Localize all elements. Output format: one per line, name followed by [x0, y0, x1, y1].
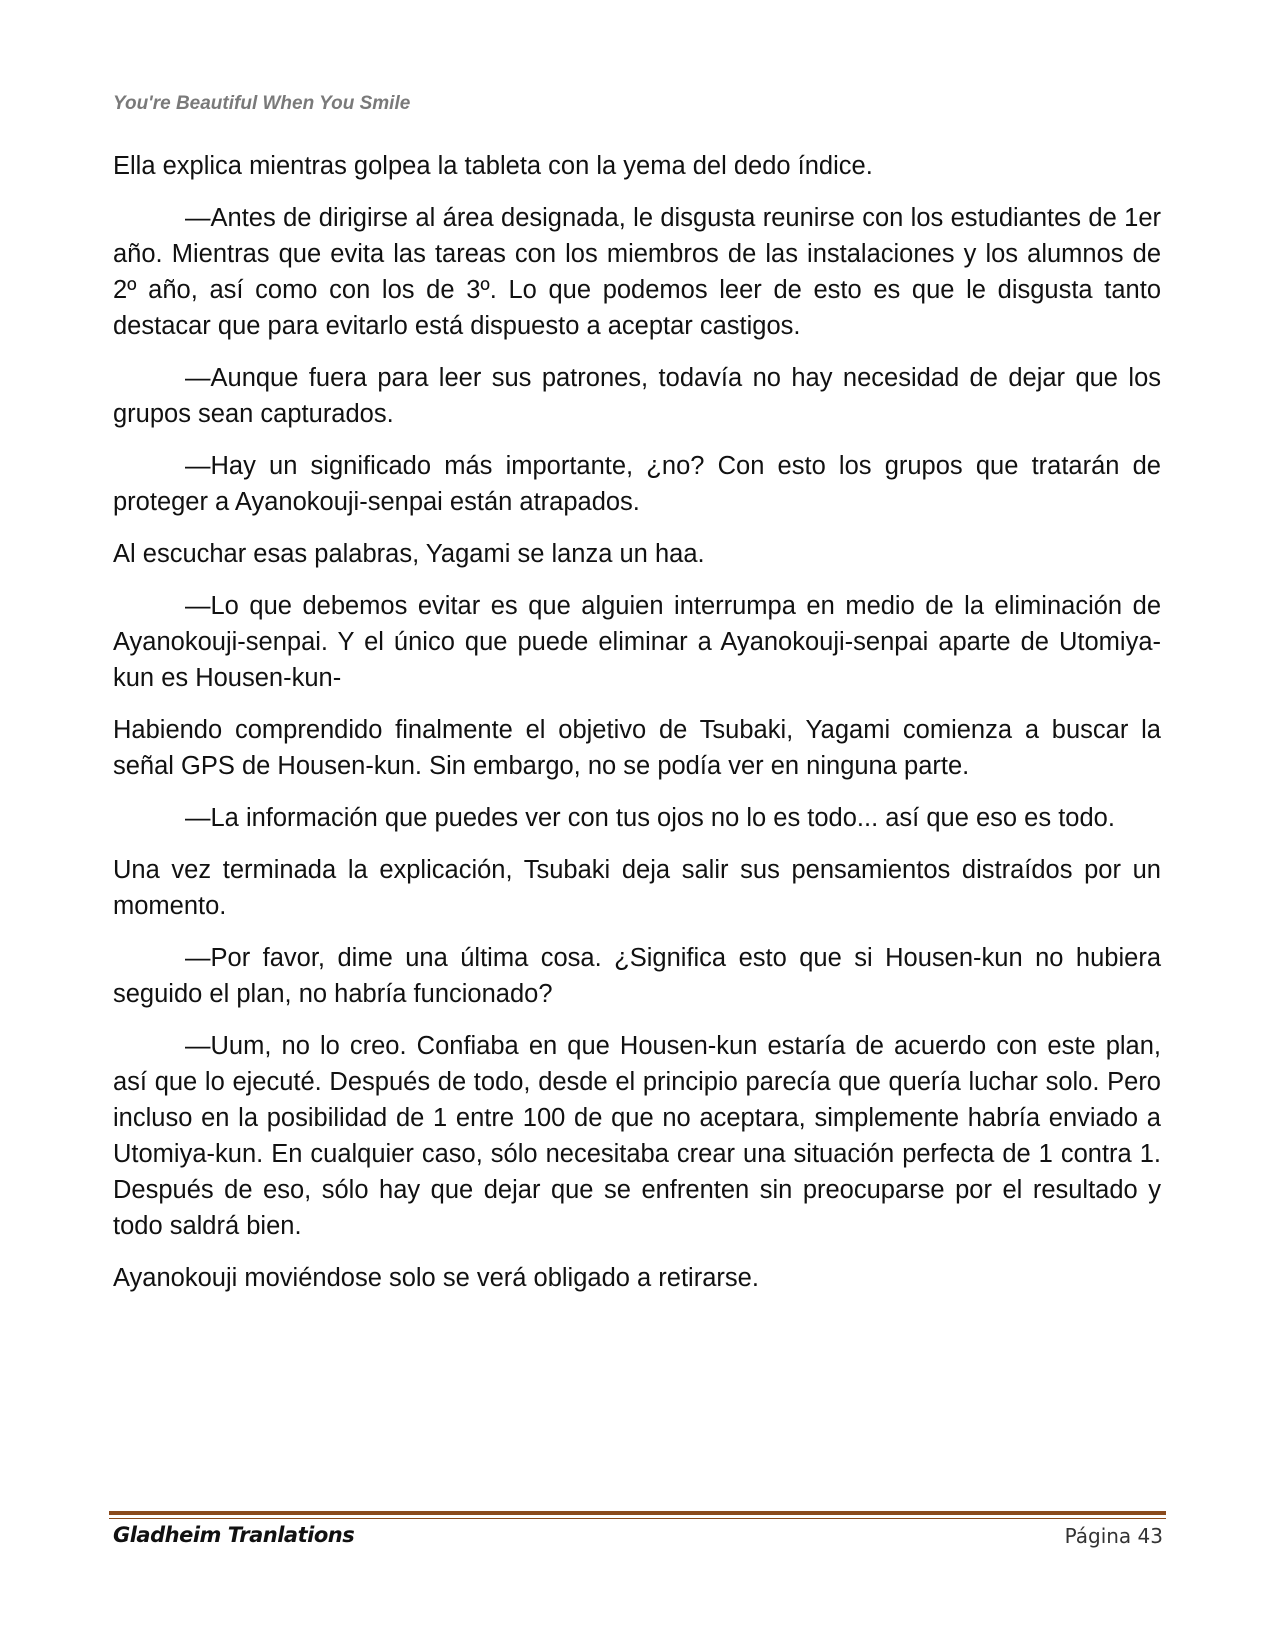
footer-divider-thin-line	[109, 1518, 1166, 1519]
footer-page-indicator	[1065, 1524, 1163, 1548]
paragraph-11: —Uum, no lo creo. Confiaba en que Housen-kun estaría de acuerdo con este plan, así que lo ejecuté. Después de todo, desde el principio parecía que quería luchar solo. Pero incluso en la posibilidad de 1 entre 100 de que no aceptara, simplemente habría enviado a Utomiya-kun. En cualquier caso, sólo necesitaba crear una situación perfecta de 1 contra 1. Después de eso, sólo hay que dejar que se enfrenten sin preocuparse por el resultado y todo saldrá bien.	[113, 1032, 1161, 1240]
paragraph-1: Ella explica mientras golpea la tableta con la yema del dedo índice.	[113, 152, 873, 180]
paragraph-9: Una vez terminada la explicación, Tsubaki deja salir sus pensamientos distraídos por un momento.	[113, 856, 1161, 920]
paragraph-7: Habiendo comprendido finalmente el objetivo de Tsubaki, Yagami comienza a buscar la señal GPS de Housen-kun. Sin embargo, no se podía ver en ninguna parte.	[113, 716, 1161, 780]
footer-page-number: 43	[1137, 1524, 1163, 1548]
paragraph-3: —Aunque fuera para leer sus patrones, todavía no hay necesidad de dejar que los grupos sean capturados.	[113, 364, 1161, 428]
paragraph-6: —Lo que debemos evitar es que alguien interrumpa en medio de la eliminación de Ayanokouji-senpai. Y el único que puede eliminar a Ayanokouji-senpai aparte de Utomiya-kun es Housen-kun-	[113, 592, 1161, 692]
running-header-title: You're Beautiful When You Smile	[113, 93, 411, 114]
paragraph-5: Al escuchar esas palabras, Yagami se lanza un haa.	[113, 540, 705, 568]
paragraph-12: Ayanokouji moviéndose solo se verá obligado a retirarse.	[113, 1264, 759, 1292]
body-text	[113, 148, 1161, 1312]
paragraph-8: —La información que puedes ver con tus ojos no lo es todo... así que eso es todo.	[185, 804, 1115, 832]
footer-divider-thick-line	[109, 1511, 1166, 1515]
paragraph-10: —Por favor, dime una última cosa. ¿Significa esto que si Housen-kun no hubiera seguido el plan, no habría funcionado?	[113, 944, 1161, 1008]
paragraph-4: —Hay un significado más importante, ¿no? Con esto los grupos que tratarán de proteger a Ayanokouji-senpai están atrapados.	[113, 452, 1161, 516]
paragraph-2: —Antes de dirigirse al área designada, le disgusta reunirse con los estudiantes de 1er año. Mientras que evita las tareas con los miembros de las instalaciones y los alumnos de 2º año, así como con los de 3º. Lo que podemos leer de esto es que le disgusta tanto destacar que para evitarlo está dispuesto a aceptar castigos.	[113, 204, 1161, 340]
footer-publisher: Gladheim Tranlations	[113, 1523, 355, 1547]
footer-page-label: Página	[1064, 1524, 1132, 1548]
